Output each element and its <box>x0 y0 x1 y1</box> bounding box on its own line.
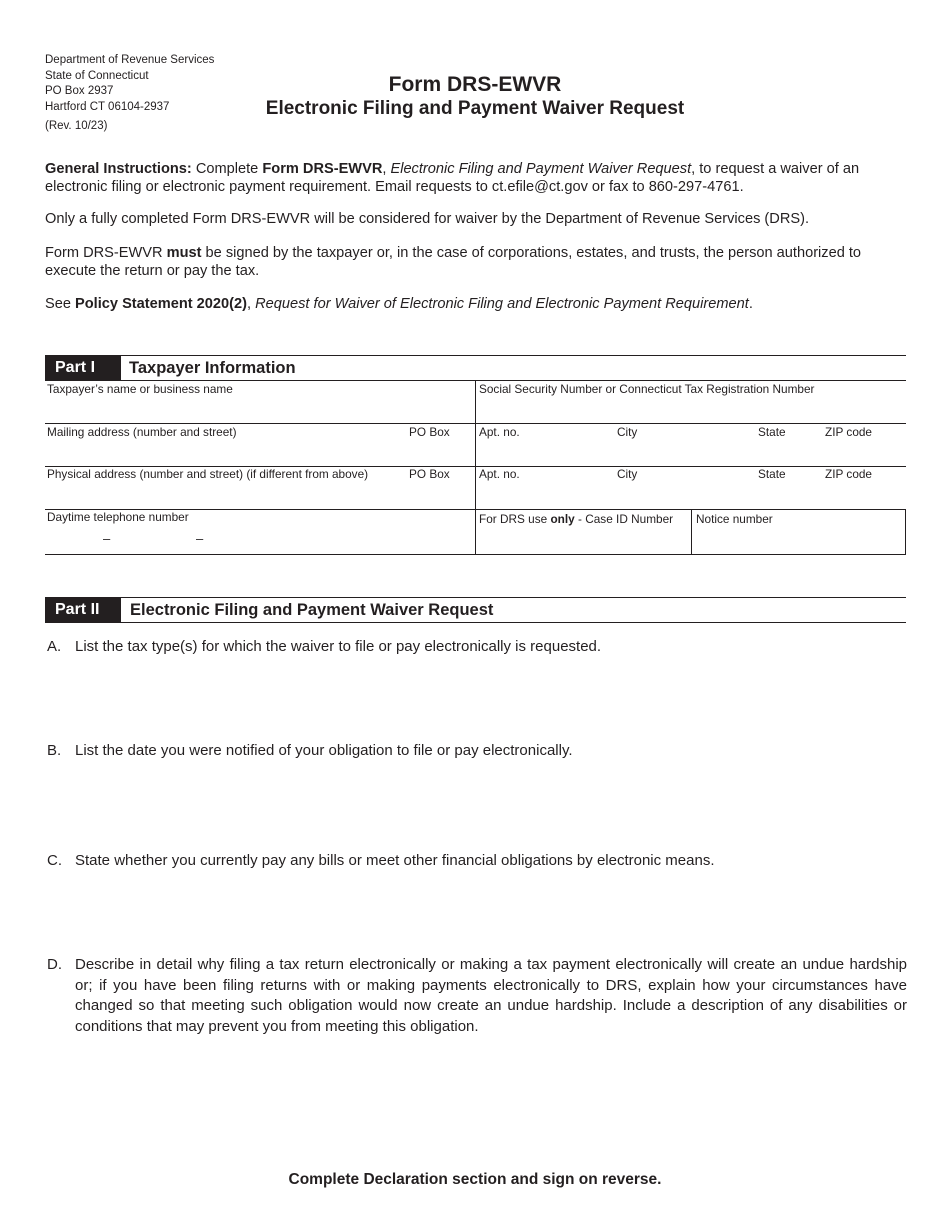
policy-title: Request for Waiver of Electronic Filing and Electronic Payment Requirement <box>255 296 749 312</box>
question-text: Describe in detail why filing a tax return electronically or making a tax payment electronically will create an undue hardship or; if you have been filing returns with or making payments electronically to DRS, explain how your circumstances have changed so that meeting such obligation would now create an undue hardship. Include a description of any disabilities or conditions that may prevent you from meeting this obligation. <box>75 956 907 1035</box>
mailing-address-field[interactable]: Mailing address (number and street) <box>47 425 237 439</box>
policy-ref: Policy Statement 2020(2) <box>75 296 247 312</box>
instructions-paragraph-2: Only a fully completed Form DRS-EWVR will be considered for waiver by the Department of Revenue Services (DRS). <box>45 211 810 227</box>
mailing-city-field[interactable]: City <box>617 425 638 439</box>
phone-separator: – <box>196 531 204 546</box>
revision-date: (Rev. 10/23) <box>45 120 108 132</box>
taxpayer-name-field[interactable]: Taxpayer’s name or business name <box>47 382 233 396</box>
divider <box>45 423 906 424</box>
text: For DRS use <box>479 512 551 526</box>
physical-address-field[interactable]: Physical address (number and street) (if different from above) <box>47 467 369 481</box>
general-instructions <box>45 160 907 196</box>
part-2-title: Electronic Filing and Payment Waiver Request <box>130 601 494 619</box>
text: , <box>382 161 391 177</box>
agency-line: Department of Revenue Services <box>45 54 215 66</box>
text: , <box>247 296 256 312</box>
text: Complete <box>191 161 263 177</box>
instructions-paragraph-4 <box>45 295 907 313</box>
question-d[interactable] <box>45 955 907 1037</box>
emphasis: only <box>550 512 575 526</box>
form-name: Electronic Filing and Payment Waiver Request <box>390 161 692 177</box>
question-text: List the tax type(s) for which the waiver to file or pay electronically is requested. <box>75 638 602 655</box>
question-text: State whether you currently pay any bills or meet other financial obligations by electronic means. <box>75 852 715 869</box>
form-number: Form DRS-EWVR <box>388 73 562 96</box>
physical-city-field[interactable]: City <box>617 467 638 481</box>
question-b[interactable] <box>45 741 907 762</box>
form-subtitle: Electronic Filing and Payment Waiver Request <box>265 98 685 119</box>
text: , to request a waiver of an electronic filing or electronic payment requirement. Email requests to ct.efile@ct.gov or fax to 860-297-4761. <box>45 161 860 195</box>
form-title <box>0 73 950 121</box>
divider <box>45 554 906 555</box>
emphasis: must <box>166 245 202 261</box>
part-1-label: Part I <box>45 356 121 380</box>
ssn-field[interactable]: Social Security Number or Connecticut Tax Registration Number <box>479 382 815 396</box>
question-letter: D. <box>47 956 62 973</box>
part-2-label: Part II <box>45 598 121 622</box>
question-letter: A. <box>47 638 62 655</box>
form-ref: Form DRS-EWVR <box>262 161 383 177</box>
instructions-label: General Instructions: <box>45 161 192 177</box>
text: See <box>45 296 76 312</box>
agency-line: Hartford CT 06104-2937 <box>45 100 170 113</box>
physical-apt-field[interactable]: Apt. no. <box>479 467 520 481</box>
footer-note: Complete Declaration section and sign on reverse. <box>288 1171 662 1188</box>
notice-number-field[interactable]: Notice number <box>696 512 773 526</box>
mailing-zip-field[interactable]: ZIP code <box>825 425 872 439</box>
mailing-po-box-field[interactable]: PO Box <box>409 425 450 439</box>
part-1-header <box>45 355 906 381</box>
question-letter: C. <box>47 852 62 869</box>
divider <box>905 509 906 555</box>
drs-case-id-field[interactable] <box>479 512 673 526</box>
question-c[interactable] <box>45 851 907 872</box>
divider <box>475 380 476 555</box>
divider <box>691 509 692 555</box>
part-2-header <box>45 597 906 623</box>
daytime-phone-field[interactable]: Daytime telephone number <box>47 510 189 524</box>
question-a[interactable] <box>45 637 907 658</box>
agency-line: State of Connecticut <box>45 69 149 82</box>
question-text: List the date you were notified of your obligation to file or pay electronically. <box>75 742 573 759</box>
text: . <box>748 296 753 312</box>
physical-state-field[interactable]: State <box>758 467 786 481</box>
physical-po-box-field[interactable]: PO Box <box>409 467 450 481</box>
text: be signed by the taxpayer or, in the case of corporations, estates, and trusts, the person authorized to execute the return or pay the tax. <box>45 245 862 279</box>
question-letter: B. <box>47 742 62 759</box>
text: - Case ID Number <box>574 512 674 526</box>
instructions-paragraph-3 <box>45 244 907 280</box>
mailing-apt-field[interactable]: Apt. no. <box>479 425 520 439</box>
phone-separator: – <box>103 531 111 546</box>
physical-zip-field[interactable]: ZIP code <box>825 467 872 481</box>
part-1-title: Taxpayer Information <box>129 359 296 377</box>
agency-line: PO Box 2937 <box>45 85 114 97</box>
text: Form DRS-EWVR <box>45 245 167 261</box>
mailing-state-field[interactable]: State <box>758 425 786 439</box>
